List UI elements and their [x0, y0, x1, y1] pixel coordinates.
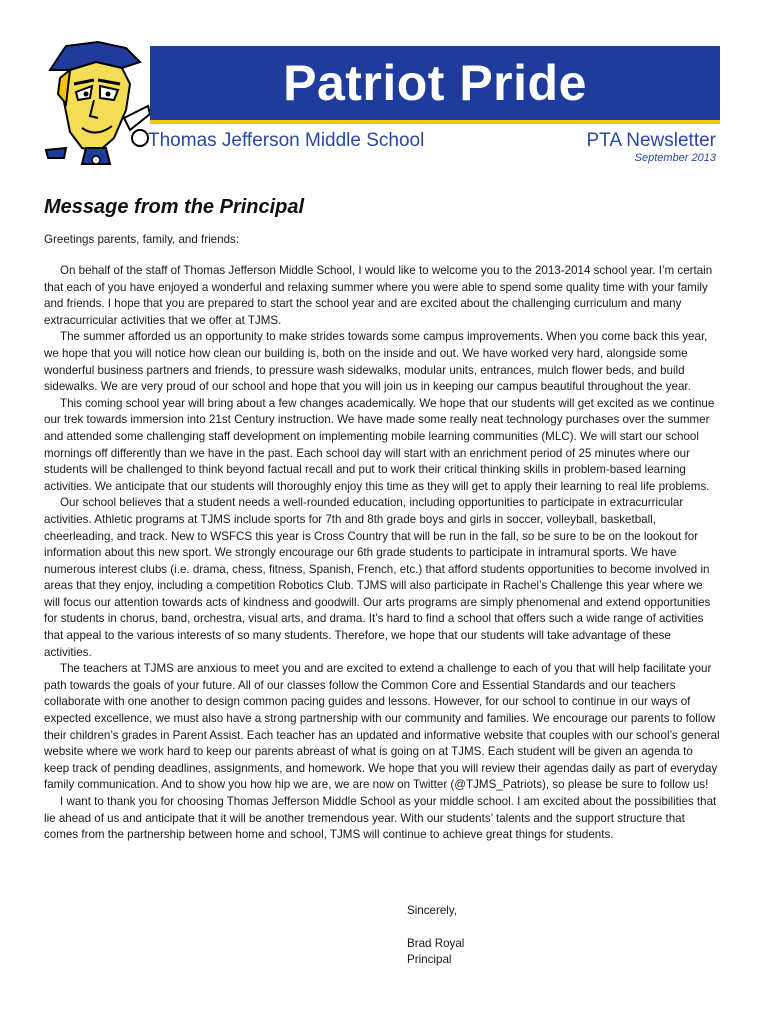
paragraph: This coming school year will bring about a few changes academically. We hope that our students will get excited as we continue our trek towards immersion into 21st Century instruction. We have made some really neat technology purchases over the summer and attended some challenging staff development on implementing mobile learning communities (MLC). We will start our school mornings off differently than we have in the past. Each school day will start with an enrichment period of 25 minutes where our students will be challenged to think beyond factual recall and put to work their critical thinking skills in problem-based learning activities. We anticipate that our students will thoroughly enjoy this time as they will get to apply their learning to real life problems. [44, 396, 715, 493]
newsletter-title: Patriot Pride [283, 55, 587, 111]
paragraph: On behalf of the staff of Thomas Jefferson Middle School, I would like to welcome you to the 2013-2014 school year. I’m certain that each of you have enjoyed a wonderful and relaxing summer where you were able to spend some quality time with your family and friends. I hope that you are prepared to start the school year and are excited about the challenging curriculum and many extracurricular activities that we offer at TJMS. [44, 264, 713, 327]
patriot-mascot-logo [36, 40, 154, 170]
newsletter-type: PTA Newsletter [586, 130, 716, 151]
banner-accent-line [150, 120, 720, 124]
signer-title: Principal [407, 953, 452, 967]
issue-date: September 2013 [634, 152, 716, 164]
greeting: Greetings parents, family, and friends: [44, 233, 240, 246]
article-heading: Message from the Principal [44, 196, 305, 218]
letter-body [44, 263, 720, 844]
paragraph: The summer afforded us an opportunity to make strides towards some campus improvements. When you come back this year, we hope that you will notice how clean our building is, both on the inside and out. We have worked very hard, alongside some wonderful business partners and friends, to pressure wash sidewalks, modular units, entrances, mulch flower beds, and build sidewalks. We are very proud of our school and hope that you will join us in keeping our campus beautiful throughout the year. [44, 330, 708, 394]
closing-salutation: Sincerely, [407, 904, 458, 917]
school-name: Thomas Jefferson Middle School [148, 130, 425, 151]
signer-name: Brad Royal [407, 936, 465, 950]
signature-block [407, 903, 464, 969]
paragraph: I want to thank you for choosing Thomas Jefferson Middle School as your middle school. I am excited about the possibilities that lie ahead of us and anticipate that it will be another tremendous year. With our students’ talents and the support structure that comes from the partnership between home and school, TJMS will continue to achieve great things for students. [44, 795, 717, 842]
paragraph: Our school believes that a student needs a well-rounded education, including opportunities to participate in extracurricular activities. Athletic programs at TJMS include sports for 7th and 8th grade boys and girls in soccer, volleyball, basketball, cheerleading, and track. New to WSFCS this year is Cross Country that will be run in the fall, so be sure to be on the lookout for information about this new sport. We strongly encourage our 6th grade students to participate in intramural sports. We have numerous interest clubs (i.e. drama, chess, fitness, Spanish, French, etc.) that afford students opportunities to become involved in areas that they enjoy, including a competition Robotics Club. TJMS will also participate in Rachel’s Challenge this year where we will focus our attention towards acts of kindness and goodwill. Our arts programs are simply phenomenal and extend opportunities for students in chorus, band, orchestra, visual arts, and drama. It’s hard to find a school that offers such a wide range of activities that appeal to the various interests of so many students. Therefore, we hope that our students will take advantage of these activities. [44, 496, 711, 659]
paragraph: The teachers at TJMS are anxious to meet you and are excited to extend a challenge to each of you that will help facilitate your path towards the goals of your future. All of our classes follow the Common Core and Essential Standards and our teachers collaborate with one another to design common pacing guides and lessons. However, for our school to continue in our ways of expected excellence, we must also have a strong partnership with our community and families. We encourage our parents to follow their children’s grades in Parent Assist. Each teacher has an updated and informative website that couples with our school’s general website where we work hard to keep our parents abreast of what is going on at TJMS. Each student will be given an agenda to keep track of pending deadlines, assignments, and homework. We hope that you will review their agendas daily as part of everyday family communication. And to show you how hip we are, we are now on Twitter (@TJMS_Patriots), so please be sure to follow us! [44, 662, 720, 792]
